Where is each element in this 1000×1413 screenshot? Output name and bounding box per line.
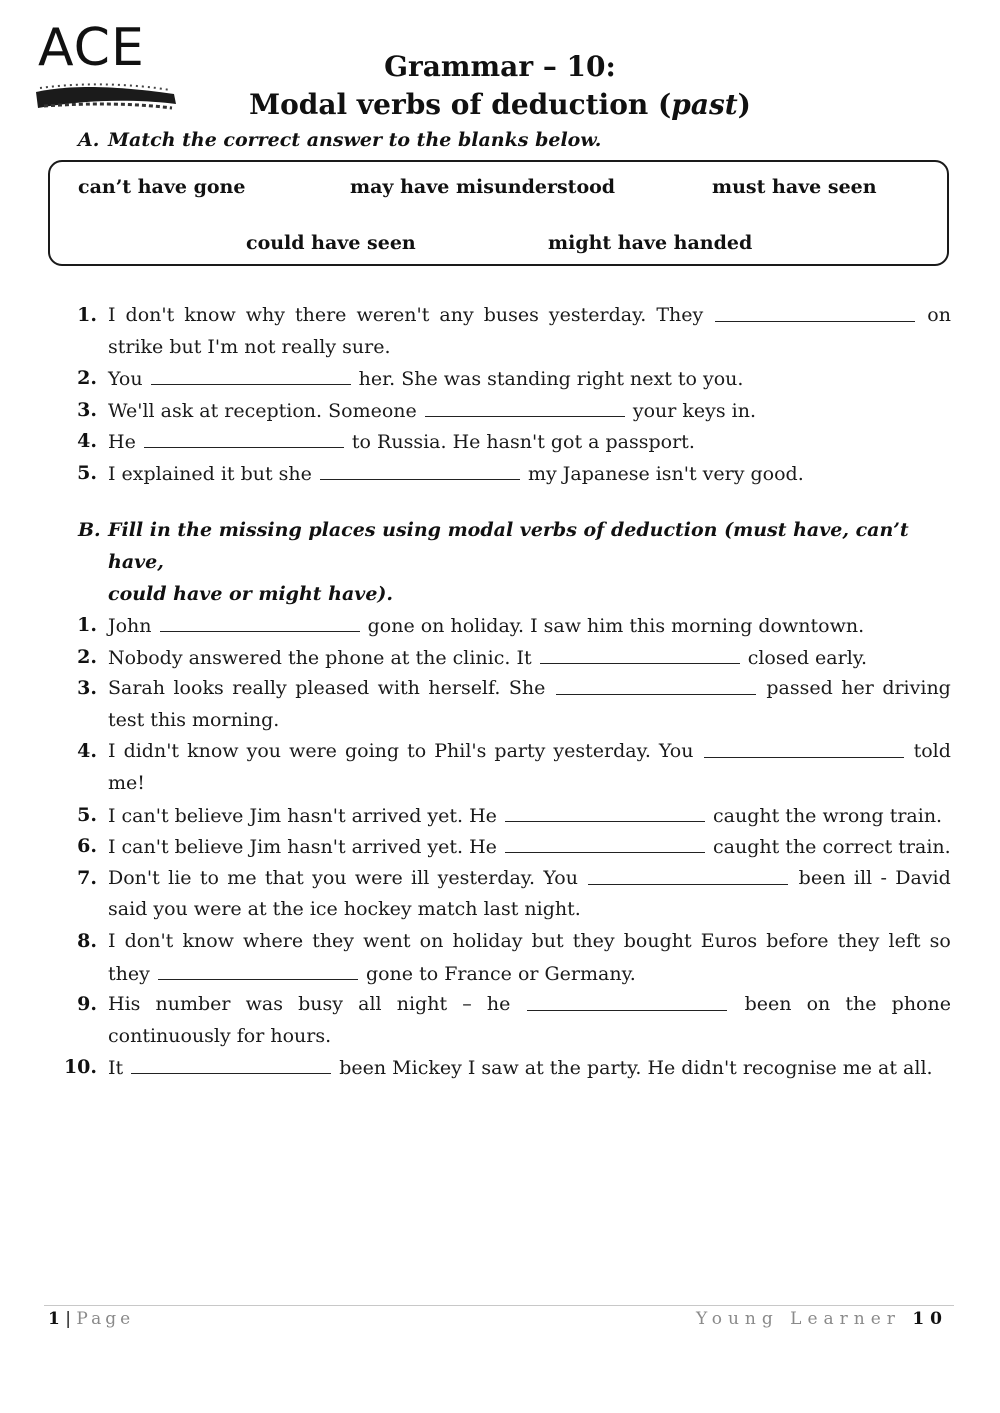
item-text: Don't [108, 866, 160, 889]
answer-blank[interactable] [588, 862, 788, 885]
item-text-line [108, 331, 951, 363]
item-text-line [108, 704, 951, 736]
item-text: You [543, 866, 578, 889]
item-text: know [187, 740, 239, 763]
footer-divider [44, 1305, 954, 1306]
item-text-line [108, 735, 951, 767]
item-text: they [312, 930, 355, 952]
item-text-line [108, 925, 951, 957]
item-text: I explained it but she [108, 463, 312, 485]
item-text: - [880, 866, 887, 889]
item-text: yesterday. [548, 304, 647, 326]
item-number: 4. [77, 740, 97, 763]
item-text: he [486, 993, 511, 1016]
item-text: passed [766, 677, 833, 700]
item-text: ill [853, 866, 873, 889]
item-text: went [363, 930, 411, 952]
item-text: told [913, 740, 951, 763]
item-text: gone to France or Germany. [365, 962, 636, 985]
section-b-heading [78, 514, 954, 610]
item-text: they [572, 930, 615, 952]
item-text: weren't [356, 304, 430, 326]
section-a-heading [78, 124, 954, 156]
item-text: number [155, 993, 231, 1016]
item-text: Phil's [434, 740, 487, 763]
item-text: to [407, 740, 427, 763]
item-text: with [377, 677, 420, 700]
item-text: Nobody answered the phone at the clinic. It [108, 646, 532, 669]
item-text-line [108, 893, 951, 925]
item-text: ill [411, 866, 430, 889]
item-text: on [927, 304, 951, 326]
item-number: 1. [77, 304, 97, 326]
answer-blank[interactable] [144, 425, 344, 448]
word-bank-option[interactable]: must have seen [712, 176, 877, 198]
item-text-line [108, 830, 951, 863]
item-text: they [837, 930, 880, 952]
logo-text: ACE [38, 18, 145, 78]
item-text: been [798, 866, 846, 889]
item-text-line [108, 394, 951, 427]
item-number: 5. [77, 462, 97, 484]
section-a-label: A. [78, 129, 100, 151]
item-text: I can't believe Jim hasn't arrived yet. He [108, 804, 497, 827]
item-text: all [358, 993, 382, 1016]
item-text: left [888, 930, 921, 952]
item-number: 3. [77, 677, 97, 700]
item-text-line [108, 672, 951, 704]
item-text: my Japanese isn't very good. [527, 463, 804, 485]
item-text: don't [125, 304, 175, 326]
answer-blank[interactable] [505, 830, 705, 853]
item-text: were [354, 866, 403, 889]
answer-blank[interactable] [425, 394, 625, 417]
item-text: before [766, 930, 829, 952]
item-text: to [199, 866, 219, 889]
answer-blank[interactable] [540, 641, 740, 664]
item-text: You [108, 368, 143, 391]
word-bank-option[interactable]: can’t have gone [78, 176, 246, 198]
answer-blank[interactable] [160, 609, 360, 632]
footer-level-label: Young Learner 10 [696, 1309, 948, 1329]
item-number: 4. [77, 430, 97, 453]
answer-blank[interactable] [131, 1051, 331, 1074]
word-bank-box [48, 160, 949, 266]
item-text: He [108, 431, 136, 454]
item-text: I [108, 304, 116, 326]
item-text-line [108, 362, 951, 395]
item-text: pleased [295, 677, 370, 700]
item-number: 8. [77, 930, 97, 952]
item-text-line [108, 299, 951, 331]
section-b-instruction-line-2: could have or might have). [108, 583, 394, 605]
item-text: really [232, 677, 287, 700]
item-text-line [108, 862, 951, 894]
item-text-line [108, 1020, 951, 1052]
answer-blank[interactable] [158, 957, 358, 980]
item-number: 7. [77, 866, 97, 889]
item-text: We'll ask at reception. Someone [108, 399, 417, 422]
item-text: It [108, 1057, 124, 1080]
item-text: continuously for hours. [108, 1024, 332, 1047]
item-text: Sarah [108, 677, 165, 700]
item-text: didn't [123, 740, 180, 763]
item-text: She [508, 677, 546, 700]
item-text: Euros [700, 930, 758, 952]
item-text: were [289, 740, 337, 763]
item-text: I can't believe Jim hasn't arrived yet. He [108, 836, 497, 859]
item-text: been [744, 993, 792, 1016]
item-text: me [227, 866, 257, 889]
item-text: the [845, 993, 877, 1016]
item-text: buses [483, 304, 539, 326]
item-text: yesterday. [553, 740, 651, 763]
item-number: 2. [77, 367, 97, 390]
item-text: don't [124, 930, 174, 952]
item-text: they [108, 962, 150, 985]
item-text: any [439, 304, 474, 326]
item-text-line [108, 988, 951, 1020]
item-text: so [929, 930, 951, 952]
item-text: on [806, 993, 831, 1016]
answer-blank[interactable] [527, 988, 727, 1011]
word-bank-option[interactable]: could have seen [246, 232, 416, 254]
word-bank-option[interactable]: might have handed [548, 232, 753, 254]
item-text: They [656, 304, 704, 326]
item-text: holiday [452, 930, 523, 952]
item-text: caught the wrong train. [713, 804, 943, 827]
item-number: 1. [77, 614, 97, 636]
item-text: test this morning. [108, 708, 280, 731]
item-text: caught the correct train. [713, 836, 951, 859]
answer-blank[interactable] [505, 799, 705, 822]
item-text: phone [891, 993, 951, 1016]
item-text: know [182, 930, 234, 952]
item-text-line [108, 609, 951, 642]
item-text: me! [108, 771, 145, 794]
item-text: gone on holiday. I saw him this morning downtown. [367, 615, 865, 637]
answer-blank[interactable] [320, 457, 520, 480]
section-b-instruction-line-1: Fill in the missing places using modal verbs of deduction (must have, can’t have, [108, 519, 909, 573]
answer-blank[interactable] [151, 362, 351, 385]
item-text-line [108, 957, 951, 990]
item-text: I [108, 740, 116, 763]
item-text: her. She was standing right next to you. [358, 368, 744, 391]
item-text: bought [623, 930, 692, 952]
answer-blank[interactable] [715, 299, 915, 322]
footer-page-label: 1 | Page [48, 1309, 135, 1329]
item-text: You [658, 740, 694, 763]
worksheet-subtitle: Modal verbs of deduction (past) [249, 88, 751, 121]
item-text: John [108, 615, 152, 637]
item-text: that [264, 866, 304, 889]
item-text: night [396, 993, 448, 1016]
item-text: but [531, 930, 564, 952]
item-text: you [246, 740, 282, 763]
item-text: driving [882, 677, 951, 700]
item-text: was [245, 993, 283, 1016]
worksheet-title: Grammar – 10: [384, 50, 616, 83]
item-text-line [108, 767, 951, 799]
item-text: I [108, 930, 116, 952]
item-text: party [494, 740, 546, 763]
item-text: where [243, 930, 304, 952]
item-text-line [108, 799, 951, 832]
item-text: looks [173, 677, 224, 700]
item-number: 9. [77, 993, 97, 1016]
item-number: 5. [77, 803, 97, 826]
item-text: going [344, 740, 400, 763]
item-number: 2. [77, 645, 97, 668]
item-number: 10. [63, 1056, 97, 1079]
item-number: 3. [77, 398, 97, 421]
item-text: strike but I'm not really sure. [108, 335, 391, 358]
item-text: on [419, 930, 444, 952]
section-b-label: B. [78, 519, 101, 541]
item-text: you [312, 866, 347, 889]
item-text-line [108, 425, 951, 458]
item-text: closed early. [747, 646, 868, 669]
item-text: His [108, 993, 141, 1016]
item-text-line [108, 641, 951, 674]
section-a-instruction: Match the correct answer to the blanks below. [108, 129, 602, 151]
item-text: David [895, 866, 951, 889]
item-text: why [245, 304, 285, 326]
item-text: your keys in. [632, 399, 757, 422]
item-text: – [462, 993, 472, 1016]
item-text: to Russia. He hasn't got a passport. [351, 431, 695, 454]
answer-blank[interactable] [556, 672, 756, 695]
word-bank-option[interactable]: may have misunderstood [350, 176, 616, 198]
item-text: said you were at the ice hockey match last night. [108, 898, 581, 921]
item-text-line [108, 1051, 951, 1084]
item-text: lie [168, 866, 192, 889]
item-text-line [108, 457, 951, 490]
answer-blank[interactable] [704, 735, 904, 758]
item-text: know [184, 304, 236, 326]
item-text: herself. [428, 677, 501, 700]
item-number: 6. [77, 835, 97, 858]
item-text: been Mickey I saw at the party. He didn't recognise me at all. [339, 1057, 933, 1080]
item-text: yesterday. [437, 866, 536, 889]
item-text: her [841, 677, 874, 700]
item-text: busy [298, 993, 343, 1016]
item-text: there [294, 304, 347, 326]
